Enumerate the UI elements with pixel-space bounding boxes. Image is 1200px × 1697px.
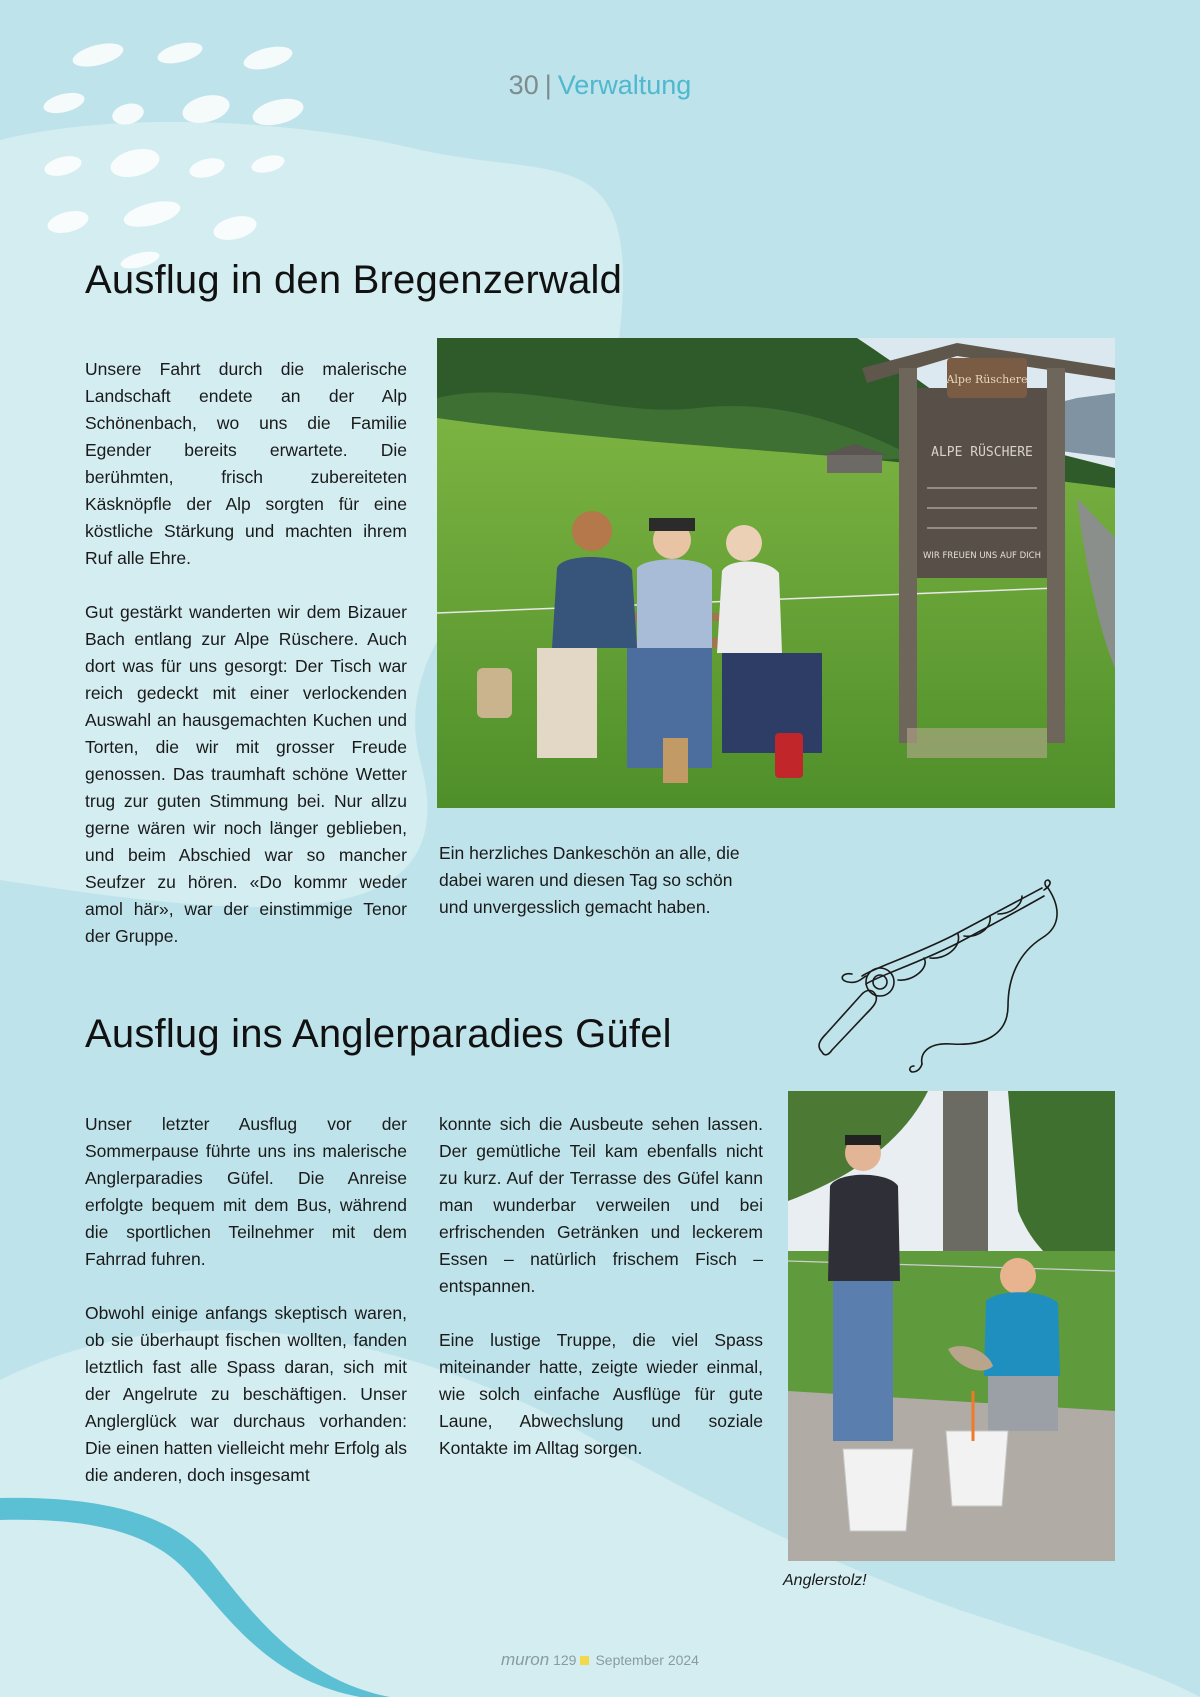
sign-title: Alpe Rüschere <box>946 373 1028 386</box>
sign-slogan: WIR FREUEN UNS AUF DICH <box>922 551 1042 561</box>
page-header <box>0 70 1200 101</box>
article2-paragraph: konnte sich die Ausbeute sehen lassen. Der gemütliche Teil kam ebenfalls nicht zu kurz. Auf der Terrasse des Güfel kann man wunderbar verweilen und bei erfrischenden Getränken und leckerem Essen – natürlich frischem Fisch – entspannen. <box>439 1114 763 1296</box>
photo-alpe-rueschere <box>437 338 1115 808</box>
footer-date: September 2024 <box>595 1652 699 1668</box>
article2-title: Ausflug ins Anglerparadies Güfel <box>85 1012 672 1056</box>
article2-paragraph: Obwohl einige anfangs skeptisch waren, ob sie überhaupt fischen wollten, fanden letztlich fast alle Spass daran, sich mit der Angelrute zu beschäftigen. Unser Anglerglück war durchaus vorhanden: Die einen hatten vielleicht mehr Erfolg als die anderen, doch insgesamt <box>85 1303 407 1485</box>
fishing-rod-illustration <box>812 876 1068 1078</box>
article2-column-1 <box>85 1111 407 1489</box>
header-separator: | <box>544 70 552 100</box>
section-title: Verwaltung <box>557 70 692 100</box>
thanks-paragraph: Ein herzliches Dankeschön an alle, die dabei waren und diesen Tag so schön und unvergesslich gemacht haben. <box>439 843 740 917</box>
footer-issue: 129 <box>553 1652 577 1668</box>
photo-caption: Anglerstolz! <box>783 1572 867 1589</box>
photo-anglers <box>788 1091 1115 1561</box>
article2-paragraph: Unser letzter Ausflug vor der Sommerpause führte uns ins malerische Anglerparadies Güfel. Die Anreise erfolgte bequem mit dem Bus, während die sportlichen Teilnehmer mit dem Fahrrad fuhren. <box>85 1114 407 1269</box>
article2-column-2 <box>439 1111 763 1462</box>
page-number: 30 <box>508 70 539 100</box>
sign-heading: ALPE RÜSCHERE <box>931 445 1033 460</box>
footer-brand: muron <box>501 1650 550 1669</box>
article2-paragraph: Eine lustige Truppe, die viel Spass miteinander hatte, zeigte wieder einmal, wie solch einfache Ausflüge für gute Laune, Abwechslung und soziale Kontakte im Alltag sorgen. <box>439 1330 763 1458</box>
article1-paragraph: Unsere Fahrt durch die malerische Landschaft endete an der Alp Schönenbach, wo uns die Familie Egender bereits erwartete. Die berühmten, frisch zubereiteten Käsknöpfle der Alp sorgten für eine köstliche Stärkung und machten ihrem Ruf alle Ehre. <box>85 359 407 568</box>
article1-paragraph: Gut gestärkt wanderten wir dem Bizauer Bach entlang zur Alpe Rüschere. Auch dort was für uns gesorgt: Der Tisch war reich gedeckt mit einer verlockenden Auswahl an hausgemachten Kuchen und Torten, die wir mit grosser Freude genossen. Das traumhaft schöne Wetter trug zur guten Stimmung bei. Nur allzu gerne wären wir noch länger geblieben, und beim Abschied war so mancher Seufzer zu hören. «Do kommr weder amol här», war der einstimmige Tenor der Gruppe. <box>85 602 407 946</box>
article1-title: Ausflug in den Bregenzerwald <box>85 258 623 302</box>
article1-thanks <box>439 840 764 921</box>
footer-separator-square <box>580 1656 589 1665</box>
article1-text <box>85 356 407 950</box>
page-footer <box>0 1650 1200 1670</box>
